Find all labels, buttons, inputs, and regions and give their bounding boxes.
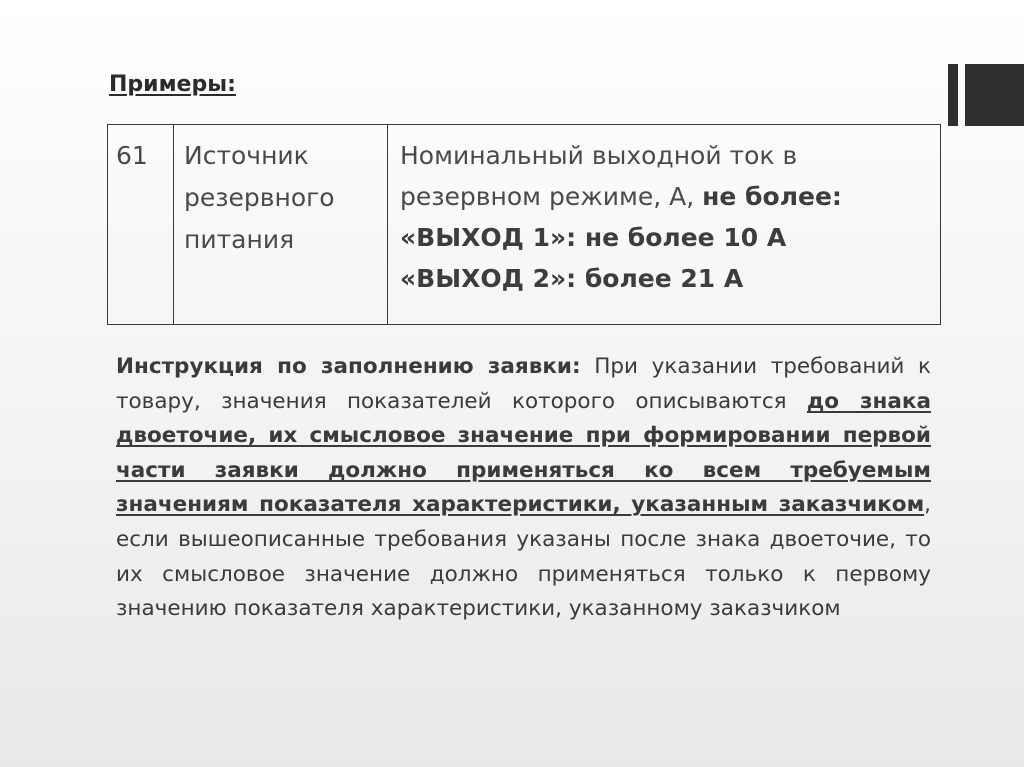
example-table bbox=[107, 124, 941, 325]
instruction-label: Инструкция по заполнению заявки: bbox=[116, 354, 581, 379]
description-line-2-plain: резервном режиме, А, bbox=[400, 182, 703, 211]
instruction-paragraph bbox=[116, 350, 931, 627]
description-line-4: «ВЫХОД 2»: более 21 А bbox=[400, 264, 744, 293]
instruction-emphasized-text: до знака двоеточие, их смысловое значение при формировании первой части заявки должно применяться ко всем требуемым значениям показателя характеристики, указанным заказчиком bbox=[116, 388, 932, 518]
decorative-bar-thin bbox=[948, 64, 958, 126]
description-line-3: «ВЫХОД 1»: не более 10 А bbox=[400, 223, 787, 252]
table-cell-number: 61 bbox=[108, 125, 174, 324]
description-line-1: Номинальный выходной ток в bbox=[400, 141, 798, 170]
decorative-bar-wide bbox=[965, 64, 1024, 126]
description-line-2 bbox=[400, 176, 930, 217]
instruction-text-after: , если вышеописанные требования указаны после знака двоеточие, то их смысловое значение должно применяться только к первому значению показателя характеристики, указанному заказчиком bbox=[116, 492, 931, 622]
table-cell-description bbox=[388, 125, 940, 324]
examples-heading: Примеры: bbox=[109, 72, 236, 97]
table-cell-name bbox=[174, 125, 388, 324]
instruction-text-before: При указании требований к товару, значения показателей которого описываются bbox=[116, 354, 931, 414]
name-line-3: питания bbox=[184, 225, 295, 254]
name-line-1: Источник bbox=[184, 141, 309, 170]
description-line-2-bold: не более: bbox=[702, 182, 842, 211]
name-line-2: резервного bbox=[184, 183, 335, 212]
